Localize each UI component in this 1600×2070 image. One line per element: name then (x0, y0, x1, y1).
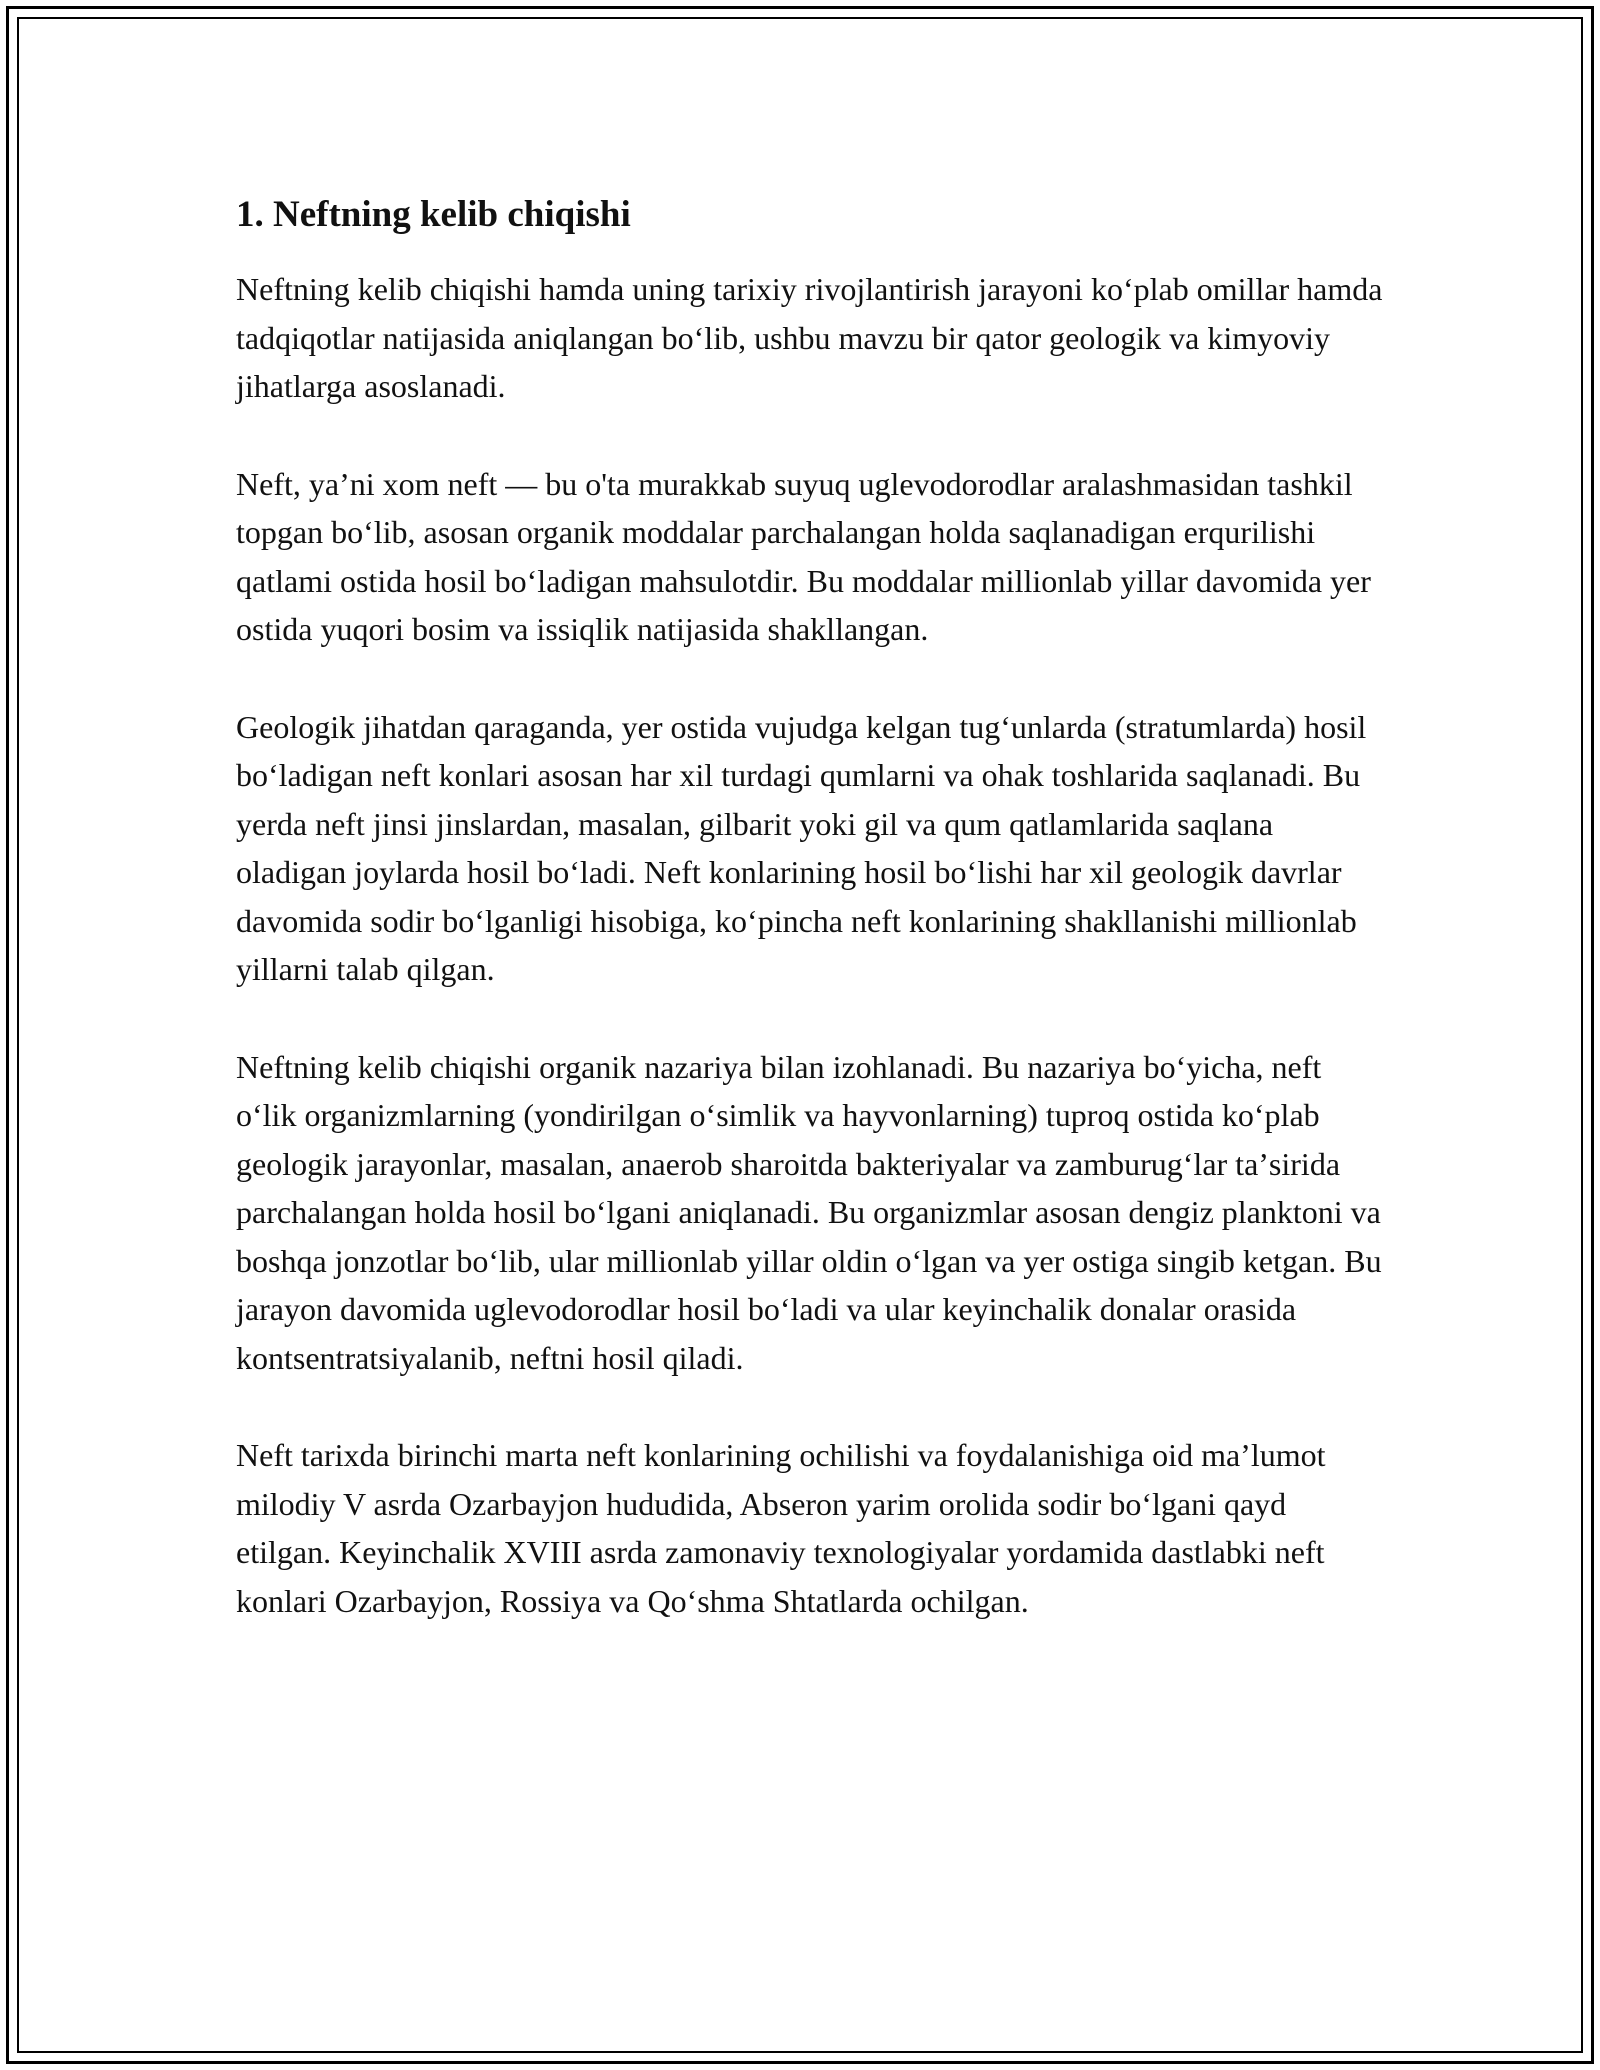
paragraph-3: Geologik jihatdan qaraganda, yer ostida vujudga kelgan tugʻunlarda (stratumlarda) hosil boʻladigan neft konlari asosan har xil turdagi qumlarni va ohak toshlarida saqlanadi. Bu yerda neft jinsi jinslardan, masalan, gilbarit yoki gil va qum qatlamlarida saqlana oladigan joylarda hosil boʻladi. Neft konlarining hosil boʻlishi har xil geologik davrlar davomida sodir boʻlganligi hisobiga, koʻpincha neft konlarining shakllanishi millionlab yillarni talab qilgan. (236, 708, 1367, 987)
paragraph-5: Neft tarixda birinchi marta neft konlarining ochilishi va foydalanishiga oid maʼlumot milodiy V asrda Ozarbayjon hududida, Abseron yarim orolida sodir boʻlgani qayd etilgan. Keyinchalik XVIII asrda zamonaviy texnologiyalar yordamida dastlabki neft konlari Ozarbayjon, Rossiya va Qoʻshma Shtatlarda ochilgan. (236, 1437, 1326, 1619)
paragraph-1: Neftning kelib chiqishi hamda uning tarixiy rivojlantirish jarayoni koʻplab omillar hamda tadqiqotlar natijasida aniqlangan boʻlib, ushbu mavzu bir qator geologik va kimyoviy jihatlarga asoslanadi. (236, 271, 1383, 404)
document-body (236, 187, 1386, 1674)
paragraph-4: Neftning kelib chiqishi organik nazariya bilan izohlanadi. Bu nazariya boʻyicha, neft oʻlik organizmlarning (yondirilgan oʻsimlik va hayvonlarning) tuproq ostida koʻplab geologik jarayonlar, masalan, anaerob sharoitda bakteriyalar va zamburugʻlar taʼsirida parchalangan holda hosil boʻlgani aniqlanadi. Bu organizmlar asosan dengiz planktoni va boshqa jonzotlar boʻlib, ular millionlab yillar oldin oʻlgan va yer ostiga singib ketgan. Bu jarayon davomida uglevodorodlar hosil boʻladi va ular keyinchalik donalar orasida kontsentratsiyalanib, neftni hosil qiladi. (236, 1048, 1382, 1376)
section-heading: 1. Neftning kelib chiqishi (236, 194, 631, 235)
paragraph-2: Neft, yaʼni xom neft — bu o'ta murakkab suyuq uglevodorodlar aralashmasidan tashkil topgan boʻlib, asosan organik moddalar parchalangan holda saqlanadigan erqurilishi qatlami ostida hosil boʻladigan mahsulotdir. Bu moddalar millionlab yillar davomida yer ostida yuqori bosim va issiqlik natijasida shakllangan. (236, 465, 1371, 647)
